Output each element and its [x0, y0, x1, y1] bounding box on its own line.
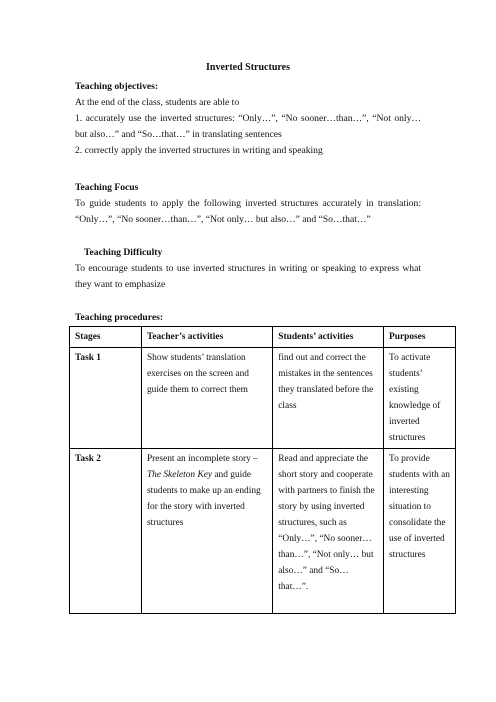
column-header: Purposes — [384, 327, 456, 348]
purpose-cell: To provide students with an interesting situation to consolidate the use of inverted structures — [384, 449, 456, 614]
focus-section — [75, 180, 421, 228]
focus-heading: Teaching Focus — [75, 182, 139, 193]
table-row — [70, 348, 456, 449]
student-activity-cell: find out and correct the mistakes in the sentences they translated before the class — [273, 348, 384, 449]
difficulty-heading: Teaching Difficulty — [84, 247, 163, 258]
objective-item-1: 1. accurately use the inverted structures: “Only…”, “No sooner…than…”, “Not only… but also…” and “So…that…” in translating sentences — [75, 113, 421, 140]
difficulty-section — [75, 245, 421, 293]
procedures-heading: Teaching procedures: — [75, 312, 164, 323]
purpose-cell: To activate students’ existing knowledge of inverted structures — [384, 348, 456, 449]
document-title: Inverted Structures — [206, 62, 290, 73]
table-header-row — [70, 327, 456, 348]
objective-item-2: 2. correctly apply the inverted structures in writing and speaking — [75, 145, 323, 156]
stage-cell: Task 1 — [70, 348, 142, 449]
teacher-activity-text: Show students’ translation exercises on the screen and guide them to correct them — [146, 353, 249, 395]
focus-text: To guide students to apply the following inverted structures accurately in translation: “Only…”, “No sooner…than…”, “Not only… but also…” and “So…that…” — [75, 198, 421, 225]
column-header: Teacher’s activities — [141, 327, 272, 348]
stage-cell: Task 2 — [70, 449, 142, 614]
objectives-heading: Teaching objectives: — [75, 81, 159, 92]
difficulty-text: To encourage students to use inverted structures in writing or speaking to express what they want to emphasize — [75, 263, 421, 290]
objectives-intro: At the end of the class, students are able to — [75, 97, 240, 108]
table-row — [70, 449, 456, 614]
teacher-activity-text: Present an incomplete story – — [146, 454, 258, 464]
procedures-table — [69, 326, 456, 614]
column-header: Students’ activities — [273, 327, 384, 348]
teacher-activity-cell — [141, 348, 272, 449]
objectives-section — [75, 79, 421, 159]
story-title: The Skeleton Key — [146, 470, 213, 480]
teacher-activity-cell — [141, 449, 272, 614]
teacher-activity-text-end: and guide students to make up an ending for the story with inverted structures — [146, 470, 261, 528]
student-activity-cell: Read and appreciate the short story and cooperate with partners to finish the story by using inverted structures, such as “Only…”, “No sooner…than…”, “Not only… but also…” and “So…that…”. — [273, 449, 384, 614]
column-header: Stages — [70, 327, 142, 348]
